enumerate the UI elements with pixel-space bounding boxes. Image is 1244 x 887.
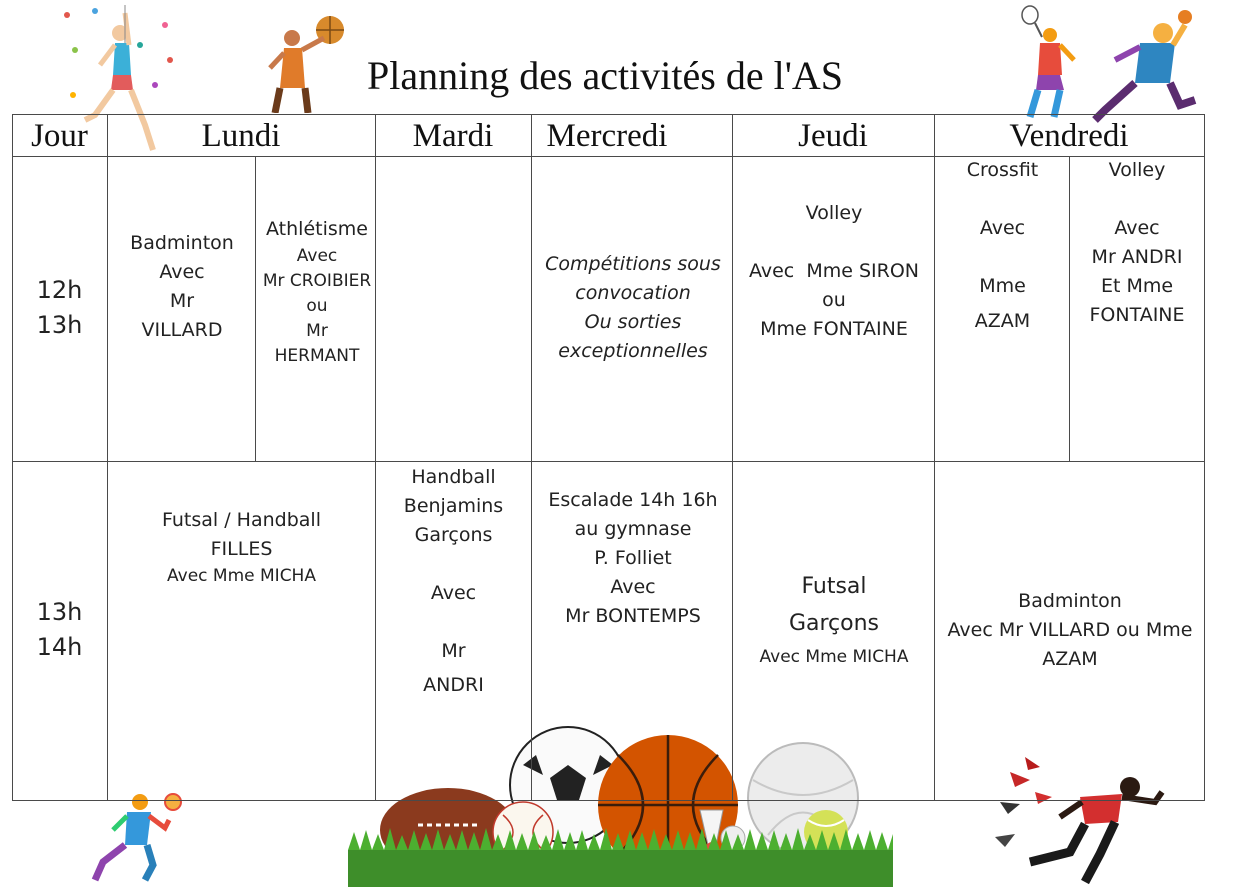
table-bottom-border [12, 800, 1205, 801]
line: exceptionnelles [558, 340, 708, 362]
activity: Futsal / Handball [162, 509, 321, 531]
activity: Handball [411, 466, 496, 488]
lundi-2-futsal-handball [108, 506, 375, 589]
teacher: Mr [169, 290, 195, 312]
avec: Avec [430, 582, 477, 604]
activity: Volley [1108, 159, 1166, 181]
teacher: Mr [306, 321, 328, 341]
jeudi-2-futsal [734, 568, 934, 672]
avec: Avec [1114, 217, 1160, 239]
avec: Avec [610, 576, 656, 598]
group: Benjamins [403, 495, 504, 517]
activity: Athlétisme [266, 218, 368, 240]
row2-time [12, 595, 107, 665]
avec: Avec [159, 261, 205, 283]
group: FILLES [210, 538, 273, 560]
teacher: Avec Mme MICHA [167, 566, 316, 586]
mercredi-2-escalade [533, 486, 733, 631]
or-text: ou [822, 289, 846, 311]
col-divider-jour [107, 114, 108, 801]
teacher: Mr CROIBIER [262, 271, 372, 291]
teacher: ANDRI [423, 674, 484, 696]
header-lundi: Lundi [201, 118, 281, 154]
time-start: 13h [36, 598, 83, 626]
teacher: Avec Mme MICHA [759, 647, 909, 667]
line: convocation [575, 282, 691, 304]
teacher: Mr BONTEMPS [565, 605, 701, 627]
header-jeudi: Jeudi [798, 118, 868, 154]
activity: Futsal [801, 574, 867, 599]
activity: Crossfit [966, 159, 1039, 181]
group: Garçons [788, 611, 880, 636]
teacher: Mr [441, 640, 466, 662]
teacher: VILLARD [141, 319, 223, 341]
line: Compétitions sous [545, 253, 721, 275]
time-end: 14h [36, 633, 83, 661]
activity: Volley [805, 202, 863, 224]
teacher: Avec Mr VILLARD ou Mme [947, 619, 1193, 641]
col-divider-jeudi [934, 114, 935, 801]
avec: Avec [296, 246, 338, 266]
vendredi-1-volley [1070, 156, 1204, 330]
activity: Escalade 14h 16h [548, 489, 718, 511]
line: Ou sorties [584, 311, 682, 333]
table-right-border [1204, 114, 1205, 801]
time-end: 13h [36, 311, 83, 339]
header-mercredi: Mercredi [546, 118, 668, 154]
teacher: AZAM [974, 310, 1031, 332]
lundi-1-badminton [112, 229, 252, 345]
mercredi-1-competitions [533, 250, 733, 366]
col-divider-mardi [531, 114, 532, 801]
avec: Avec [979, 217, 1026, 239]
header-jour: Jour [31, 118, 88, 154]
row1-time [12, 273, 107, 343]
teacher: Mme [979, 275, 1026, 297]
teacher: Et Mme [1100, 275, 1174, 297]
group: Garçons [414, 524, 493, 546]
jeudi-1-volley [734, 199, 934, 344]
teacher: Avec Mme SIRON [748, 260, 919, 282]
teacher: FONTAINE [1089, 304, 1185, 326]
table-left-border [12, 114, 13, 801]
lundi-1-athletisme [257, 215, 377, 369]
time-start: 12h [36, 276, 83, 304]
teacher: HERMANT [274, 346, 360, 366]
teacher: Mme FONTAINE [760, 318, 908, 340]
vendredi-2-badminton [936, 587, 1204, 674]
header-vendredi: Vendredi [1009, 118, 1129, 154]
col-divider-mercredi [732, 114, 733, 801]
location: au gymnase [574, 518, 692, 540]
teacher: AZAM [1042, 648, 1098, 670]
teacher: Mr ANDRI [1091, 246, 1183, 268]
lundi-subdivider [255, 156, 256, 461]
location: P. Folliet [594, 547, 672, 569]
activity: Badminton [130, 232, 234, 254]
mardi-2-handball [376, 463, 531, 700]
or-text: ou [306, 296, 328, 316]
page-title: Planning des activités de l'AS [367, 53, 844, 98]
row-divider [12, 461, 1205, 462]
activity: Badminton [1018, 590, 1122, 612]
vendredi-1-crossfit [936, 156, 1069, 336]
header-mardi: Mardi [412, 118, 494, 154]
